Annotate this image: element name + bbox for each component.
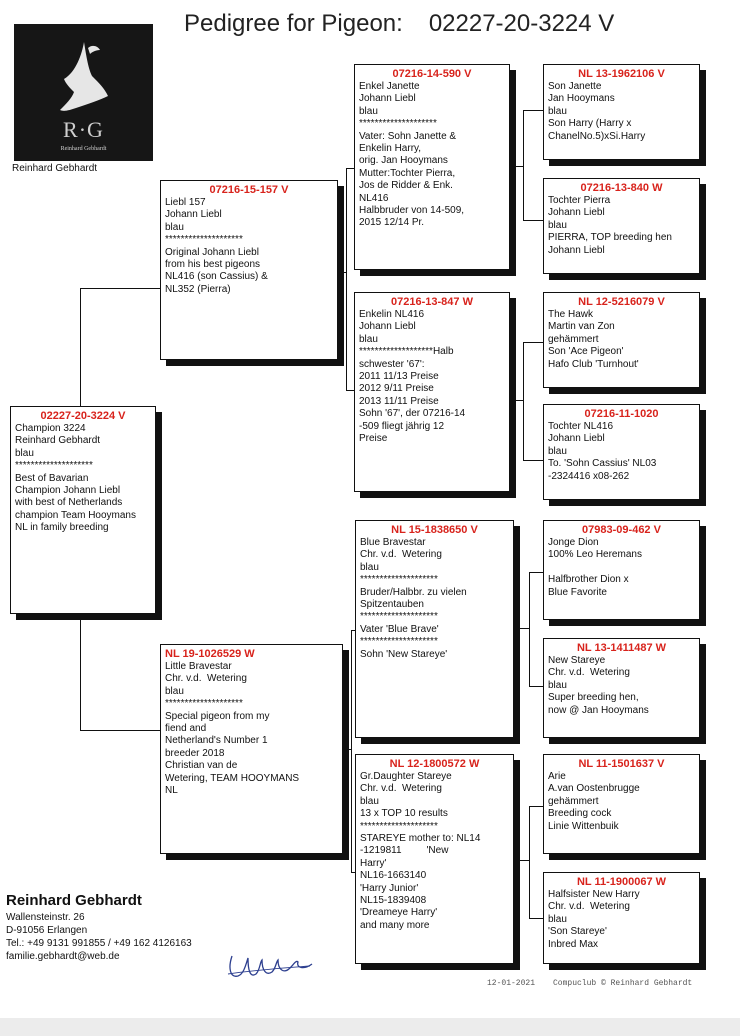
pigeon-info-line: -1219811 'New xyxy=(360,845,449,857)
connector xyxy=(346,390,354,391)
pigeon-info-line: NL352 (Pierra) xyxy=(165,283,231,295)
pigeon-info-line xyxy=(548,562,695,574)
pigeon-info-line: *******************Halb xyxy=(359,346,454,358)
pigeon-info-line: blau xyxy=(360,561,379,573)
pigeon-info-line: 2013 11/11 Preise xyxy=(359,395,439,407)
footer-street: Wallensteinstr. 26 xyxy=(6,912,85,923)
connector xyxy=(523,110,524,220)
ring-number: 07983-09-462 V xyxy=(582,524,661,536)
pigeon-info-line: Champion 3224 xyxy=(15,423,86,434)
pigeon-info-line: Tochter NL416 xyxy=(548,421,614,432)
pigeon-info-line: blau xyxy=(165,221,184,233)
ring-number: 07216-13-840 W xyxy=(580,182,663,194)
pigeon-info-line: 'Dreameye Harry' xyxy=(360,907,438,919)
pigeon-info-line: Chr. v.d. Wetering xyxy=(360,549,442,561)
pigeon-info-line: NL416 (son Cassius) & xyxy=(165,271,268,283)
pigeon-info-line: blau xyxy=(548,913,567,925)
ring-number: 02227-20-3224 V xyxy=(40,410,126,422)
connector xyxy=(351,630,352,872)
pigeon-info-line: Halbbruder von 14-509, xyxy=(359,205,465,217)
pigeon-info-line: NL15-1839408 xyxy=(360,895,427,907)
pigeon-info-line: Vater: Sohn Janette & xyxy=(359,130,457,142)
pigeon-info-line: Vater 'Blue Brave' xyxy=(360,623,439,635)
pigeon-info-line: A.van Oostenbrugge xyxy=(548,783,640,795)
pigeon-info-line: 100% Leo Heremans xyxy=(548,549,642,561)
pigeon-info-line: Linie Wittenbuik xyxy=(548,820,619,832)
pigeon-info-line: -2324416 x08-262 xyxy=(548,470,630,482)
pigeon-info-line: -509 fliegt jährig 12 xyxy=(359,420,445,432)
pigeon-info-line: Original Johann Liebl xyxy=(165,246,259,258)
pigeon-info-line: Enkel Janette xyxy=(359,81,420,92)
pigeon-info-line: Gr.Daughter Stareye xyxy=(360,771,452,782)
ring-number: 07216-13-847 W xyxy=(391,296,473,308)
pigeon-info-line: Preise xyxy=(359,433,388,445)
pigeon-info-line: blau xyxy=(359,333,378,345)
pigeon-info-line: blau xyxy=(165,685,184,697)
pigeon-info-line: ******************** xyxy=(360,820,438,832)
connector xyxy=(80,620,81,730)
connector xyxy=(523,342,543,343)
pigeon-info-line: Chr. v.d. Wetering xyxy=(548,667,630,679)
ring-number: NL 11-1900067 W xyxy=(576,876,667,888)
connector xyxy=(338,272,346,273)
connector xyxy=(523,460,543,461)
pigeon-info-line: Liebl 157 xyxy=(165,197,206,208)
footer-phone: Tel.: +49 9131 991855 / +49 162 4126163 xyxy=(6,938,192,949)
pigeon-info-line: Johann Liebl xyxy=(548,244,605,256)
pigeon-info-line: blau xyxy=(548,105,567,117)
pigeon-card-mother[interactable] xyxy=(160,644,343,854)
ring-number: 07216-14-590 V xyxy=(392,68,472,80)
copyright-note: Compuclub © Reinhard Gebhardt xyxy=(553,979,693,988)
pigeon-info-line: ChanelNo.5)xSi.Harry xyxy=(548,130,646,142)
pigeon-info-line: Chr. v.d. Wetering xyxy=(165,673,247,685)
pigeon-info-line: Best of Bavarian xyxy=(15,472,89,484)
pigeon-info-line: Harry' xyxy=(360,857,387,869)
title-pigeon-id: 02227-20-3224 V xyxy=(428,10,615,37)
connector xyxy=(529,918,543,919)
pigeon-card-father[interactable] xyxy=(160,180,338,360)
pigeon-info-line: Bruder/Halbbr. zu vielen xyxy=(360,586,467,598)
pigeon-info-line: 2011 11/13 Preise xyxy=(359,371,439,383)
pigeon-info-line: blau xyxy=(548,445,567,457)
pigeon-info-line: Jos de Ridder & Enk. xyxy=(359,180,453,192)
pigeon-card-mf[interactable] xyxy=(355,520,514,738)
pigeon-info-line: Johann Liebl xyxy=(548,433,605,445)
pigeon-info-line: blau xyxy=(359,105,378,117)
logo-letters: R·G xyxy=(63,117,104,142)
footer-breeder-name: Reinhard Gebhardt xyxy=(6,892,142,909)
pigeon-info-line: 'Harry Junior' xyxy=(360,882,419,894)
pigeon-info-line: from his best pigeons xyxy=(165,259,261,271)
pigeon-info-line: blau xyxy=(360,795,379,807)
pigeon-info-line: Son Janette xyxy=(548,81,602,92)
pigeon-info-line: and many more xyxy=(360,919,430,931)
ring-number: 07216-11-1020 xyxy=(584,408,659,420)
pigeon-info-line: Wetering, TEAM HOOYMANS xyxy=(165,772,300,784)
pigeon-info-line: Halfsister New Harry xyxy=(548,889,640,900)
connector xyxy=(529,572,530,686)
pigeon-info-line: orig. Jan Hooymans xyxy=(359,155,448,167)
pigeon-info-line: Blue Favorite xyxy=(548,586,607,598)
pigeon-info-line: Martin van Zon xyxy=(548,321,615,333)
connector xyxy=(510,166,523,167)
owner-caption: Reinhard Gebhardt xyxy=(12,163,98,174)
pigeon-info-line: STAREYE mother to: NL14 xyxy=(360,833,481,845)
pigeon-info-line: Blue Bravestar xyxy=(360,537,426,548)
pigeon-info-line: NL416 xyxy=(359,192,389,204)
pigeon-info-line: breeder 2018 xyxy=(165,747,225,759)
pigeon-info-line: with best of Netherlands xyxy=(15,497,123,509)
pigeon-card-mm[interactable] xyxy=(355,754,514,964)
ring-number: NL 13-1411487 W xyxy=(576,642,667,654)
connector xyxy=(523,342,524,460)
signature-icon xyxy=(224,944,314,984)
pigeon-info-line: ******************** xyxy=(360,636,438,648)
pigeon-card-mmm[interactable] xyxy=(543,872,700,964)
pigeon-info-line: Son Harry (Harry x xyxy=(548,118,632,130)
pigeon-info-line: blau xyxy=(548,679,567,691)
pigeon-info-line: ******************** xyxy=(360,611,438,623)
pigeon-info-line: Spitzentauben xyxy=(360,599,424,611)
pigeon-info-line: Hafo Club 'Turnhout' xyxy=(548,358,639,370)
connector xyxy=(529,686,543,687)
ring-number: NL 13-1962106 V xyxy=(578,68,665,80)
pigeon-info-line: gehämmert xyxy=(548,795,599,807)
connector xyxy=(529,806,530,918)
connector xyxy=(510,400,523,401)
pigeon-info-line: Little Bravestar xyxy=(165,661,232,672)
pigeon-info-line: Reinhard Gebhardt xyxy=(15,435,101,447)
pigeon-info-line: ******************** xyxy=(360,574,438,586)
pigeon-info-line: Jonge Dion xyxy=(548,537,599,548)
pigeon-info-line: Special pigeon from my xyxy=(165,710,270,722)
pigeon-info-line: schwester '67': xyxy=(359,358,425,370)
pigeon-info-line: ******************** xyxy=(165,698,243,710)
connector xyxy=(523,110,543,111)
pigeon-card-main[interactable] xyxy=(10,406,156,614)
pigeon-info-line: New Stareye xyxy=(548,655,606,666)
print-date: 12-01-2021 xyxy=(487,979,536,988)
pigeon-card-mff[interactable] xyxy=(543,520,700,620)
pigeon-info-line: Johann Liebl xyxy=(359,321,416,333)
pigeon-info-line: Inbred Max xyxy=(548,938,599,950)
pigeon-info-line: Christian van de xyxy=(165,760,238,772)
pigeon-card-fm[interactable] xyxy=(354,292,510,492)
pigeon-info-line: 13 x TOP 10 results xyxy=(360,808,448,820)
pigeon-info-line: Champion Johann Liebl xyxy=(15,485,121,497)
connector xyxy=(514,628,529,629)
pigeon-info-line: NL xyxy=(165,785,178,797)
pigeon-info-line: Johann Liebl xyxy=(359,93,416,105)
pigeon-info-line: 2012 9/11 Preise xyxy=(359,383,434,395)
pigeon-info-line: Mutter:Tochter Pierra, xyxy=(359,167,456,179)
ring-number: NL 12-1800572 W xyxy=(389,758,480,770)
pigeon-info-line: now @ Jan Hooymans xyxy=(548,704,649,716)
logo-subtitle: Reinhard Gebhardt xyxy=(60,146,107,152)
pigeon-card-ff[interactable] xyxy=(354,64,510,270)
pigeon-card-fmm[interactable] xyxy=(543,404,700,500)
pigeon-info-line: Arie xyxy=(548,771,566,782)
pigeon-info-line: Halfbrother Dion x xyxy=(548,574,629,586)
pigeon-info-line: The Hawk xyxy=(548,309,594,320)
pigeon-info-line: Enkelin NL416 xyxy=(359,309,425,320)
connector xyxy=(529,572,543,573)
pigeon-info-line: NL in family breeding xyxy=(15,522,109,534)
pigeon-card-mfm[interactable] xyxy=(543,638,700,738)
pigeon-info-line: Johann Liebl xyxy=(165,209,222,221)
pigeon-info-line: Chr. v.d. Wetering xyxy=(360,783,442,795)
pigeon-info-line: Son 'Ace Pigeon' xyxy=(548,346,624,358)
pigeon-info-line: Tochter Pierra xyxy=(548,195,611,206)
pigeon-info-line: Chr. v.d. Wetering xyxy=(548,901,630,913)
ring-number: NL 15-1838650 V xyxy=(391,524,478,536)
pigeon-info-line: PIERRA, TOP breeding hen xyxy=(548,232,672,244)
connector xyxy=(514,860,529,861)
pigeon-info-line: blau xyxy=(548,219,567,231)
title-prefix: Pedigree for Pigeon: xyxy=(184,10,403,37)
connector xyxy=(80,288,160,289)
pigeon-info-line: NL16-1663140 xyxy=(360,870,427,882)
connector xyxy=(80,730,160,731)
pigeon-info-line: blau xyxy=(15,447,34,459)
connector xyxy=(529,806,543,807)
connector xyxy=(346,168,347,390)
connector xyxy=(346,168,354,169)
pigeon-info-line: ******************** xyxy=(165,234,243,246)
pigeon-info-line: fiend and xyxy=(165,723,207,735)
pigeon-info-line: Sohn '67', der 07216-14 xyxy=(359,408,466,420)
ring-number: NL 11-1501637 V xyxy=(578,758,665,770)
pigeon-info-line: Jan Hooymans xyxy=(548,93,615,105)
pigeon-info-line: Johann Liebl xyxy=(548,207,605,219)
pigeon-info-line: 2015 12/14 Pr. xyxy=(359,217,425,229)
connector xyxy=(523,220,543,221)
pigeon-info-line: ******************** xyxy=(15,460,93,472)
footer-city: D-91056 Erlangen xyxy=(6,925,88,936)
ring-number: NL 19-1026529 W xyxy=(165,648,255,660)
pigeon-info-line: To. 'Sohn Cassius' NL03 xyxy=(548,458,657,470)
pigeon-info-line: ******************** xyxy=(359,118,437,130)
ring-number: 07216-15-157 V xyxy=(209,184,289,196)
pigeon-info-line: gehämmert xyxy=(548,333,599,345)
pigeon-card-fmf[interactable] xyxy=(543,292,700,388)
pigeon-info-line: Sohn 'New Stareye' xyxy=(360,648,448,660)
pigeon-info-line: 'Son Stareye' xyxy=(548,926,607,938)
footer-email[interactable]: familie.gebhardt@web.de xyxy=(6,951,120,962)
connector xyxy=(343,749,351,750)
pigeon-card-mmf[interactable] xyxy=(543,754,700,854)
pigeon-info-line: Breeding cock xyxy=(548,808,612,820)
pigeon-info-line: champion Team Hooymans xyxy=(15,509,136,521)
page-bottom-shade xyxy=(0,1018,740,1036)
ring-number: NL 12-5216079 V xyxy=(578,296,665,308)
pigeon-info-line: Enkelin Harry, xyxy=(359,143,422,155)
connector xyxy=(80,288,81,410)
pigeon-info-line: Netherland's Number 1 xyxy=(165,735,268,747)
pigeon-info-line: Super breeding hen, xyxy=(548,692,639,704)
pigeon-card-ffm[interactable] xyxy=(543,178,700,274)
page-title xyxy=(184,10,614,38)
pigeon-card-fff[interactable] xyxy=(543,64,700,160)
breeder-logo xyxy=(14,24,153,161)
